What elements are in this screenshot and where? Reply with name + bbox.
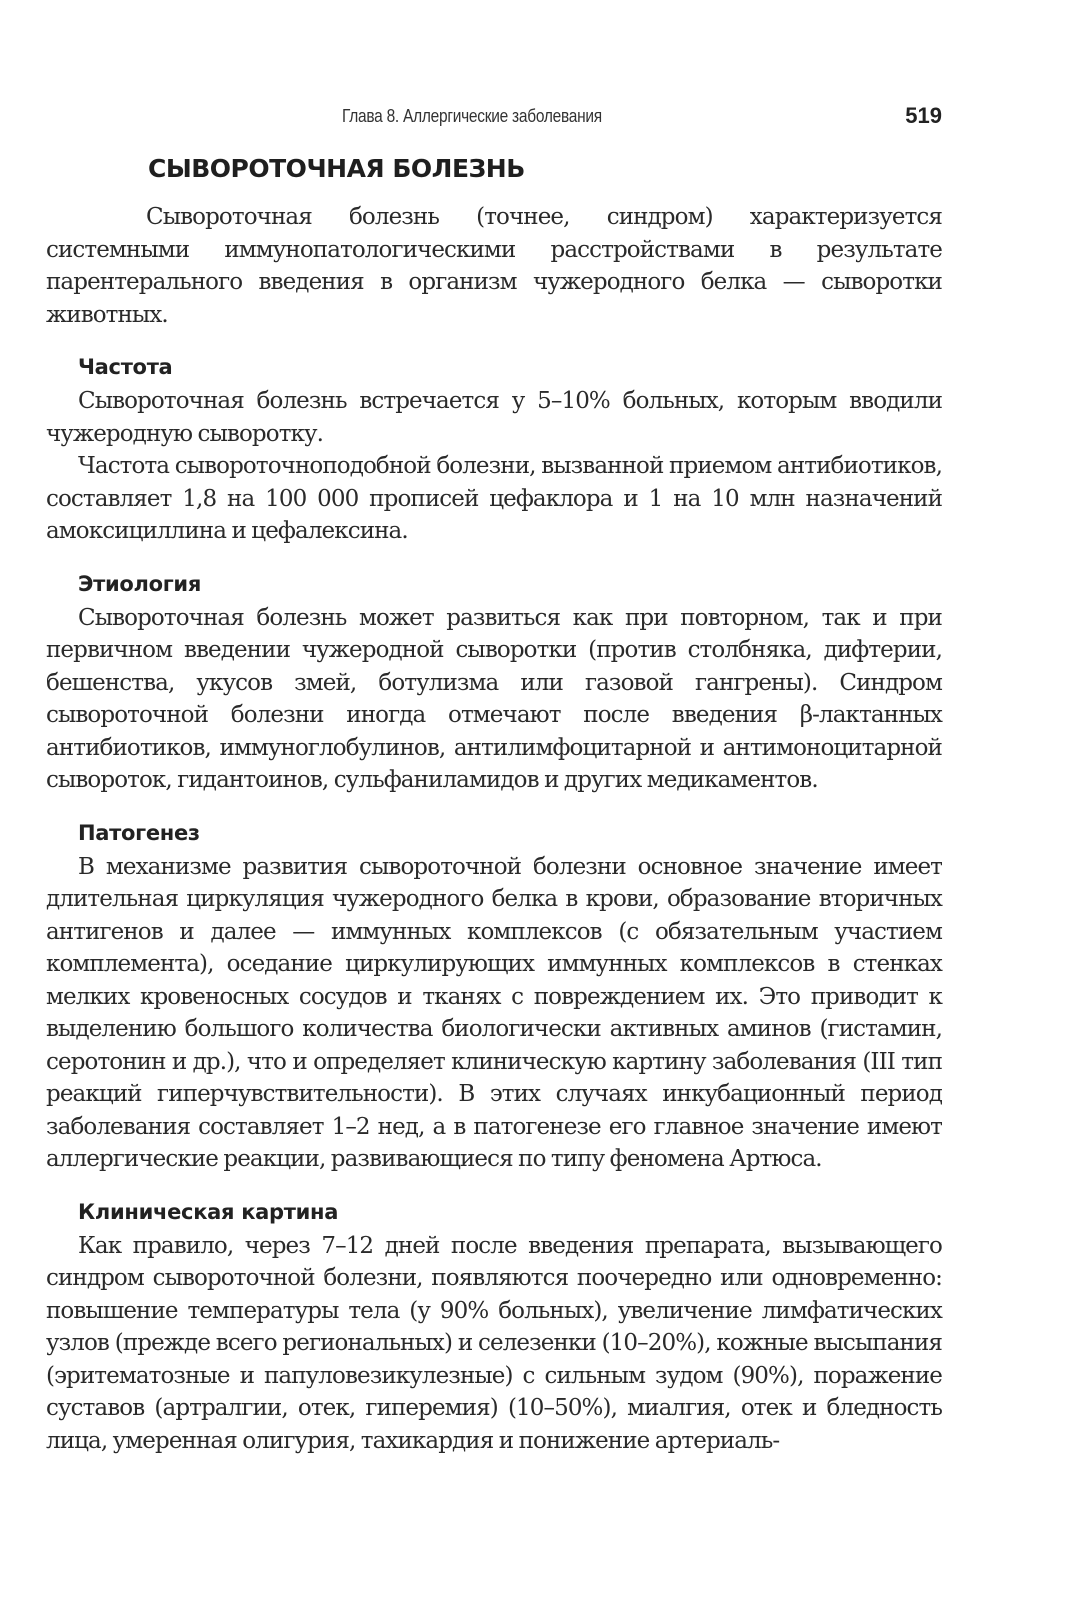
section-heading: Патогенез — [78, 820, 200, 845]
paragraph: В механизме развития сывороточной болезни основное значение имеет длительная циркуляция чужеродного белка в крови, образование вторичных антигенов и далее — иммунных комплексов (с обязательным участием комплемента), оседание циркулирующих иммунных комплексов в стенках мелких кровеносных сосудов и тканях с повреждением их. Это приводит к выделению большого количества биологически активных аминов (гистамин, серотонин и др.), что и определяет клиническую картину заболевания (III тип реакций гиперчувствительности). В этих случаях инкубационный период заболевания составляет 1–2 нед, а в патогенезе его главное значение имеют аллергические реакции, развивающиеся по типу феномена Артюса. — [46, 853, 942, 1172]
paragraph: Сывороточная болезнь встречается у 5–10% больных, которым вводили чужеродную сыворотку. — [46, 388, 942, 447]
running-head — [46, 100, 942, 140]
section-heading: Клиническая картина — [78, 1199, 339, 1224]
section-frequency — [46, 355, 942, 548]
intro-paragraph: Сывороточная болезнь (точнее, синдром) характеризуется системными иммунопатологическими расстройствами в результате парентерального введения в организм чужеродного белка — сыворотки животных. — [46, 204, 942, 328]
paragraph: Частота сывороточноподобной болезни, вызванной приемом антибиотиков, составляет 1,8 на 100 000 прописей цефаклора и 1 на 10 млн назначений амоксициллина и цефалексина. — [46, 453, 942, 544]
book-page — [46, 100, 942, 1457]
section-heading: Частота — [78, 355, 173, 379]
section-heading: Этиология — [78, 571, 202, 596]
article-title: СЫВОРОТОЧНАЯ БОЛЕЗНЬ — [148, 154, 525, 183]
section-etiology — [46, 572, 942, 797]
section-clinical-picture — [46, 1200, 942, 1458]
paragraph: Как правило, через 7–12 дней после введения препарата, вызывающего синдром сывороточной болезни, появляются поочередно или одновременно: повышение температуры тела (у 90% больных), увеличение лимфатических узлов (прежде всего региональных) и селезенки (10–20%), кожные высыпания (эритематозные и папуловезикулезные) с сильным зудом (90%), поражение суставов (артралгии, отек, гиперемия) (10–50%), миалгия, отек и бледность лица, умеренная олигурия, тахикардия и понижение артериаль- — [46, 1232, 942, 1454]
paragraph: Сывороточная болезнь может развиться как при повторном, так и при первичном введении чужеродной сыворотки (против столбняка, дифтерии, бешенства, укусов змей, ботулизма или газовой гангрены). Синдром сывороточной болезни иногда отмечают после введения β-лактанных антибиотиков, иммуноглобулинов, антилимфоцитарной и антимоноцитарной сывороток, гидантоинов, сульфаниламидов и других медикаментов. — [46, 604, 942, 793]
section-pathogenesis — [46, 821, 942, 1176]
chapter-title: Глава 8. Аллергические заболевания — [342, 106, 602, 126]
page-number: 519 — [905, 103, 942, 128]
